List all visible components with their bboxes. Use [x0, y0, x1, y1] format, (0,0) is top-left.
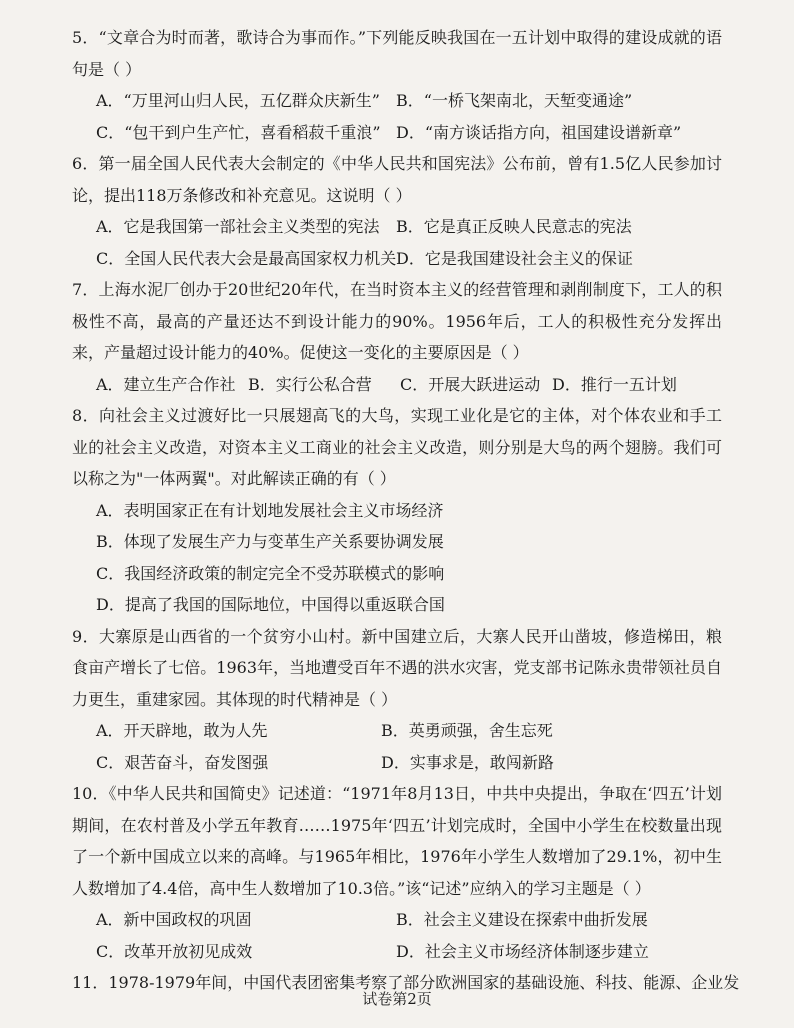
- question-9-stem: 9．大寨原是山西省的一个贫穷小山村。新中国建立后，大寨人民开山凿坡，修造梯田，粮食亩产增长了七倍。1963年，当地遭受百年不遇的洪水灾害，党支部书记陈永贵带领社员自力更生，重建家园。其体现的时代精神是（ ）: [72, 626, 722, 709]
- question-10-options-row-1: [72, 904, 722, 936]
- page-footer: 试卷第2页: [362, 990, 432, 1008]
- question-7-stem: 7．上海水泥厂创办于20世纪20年代，在当时资本主义的经营管理和剥削制度下，工人的积极性不高，最高的产量还达不到设计能力的90%。1956年后，工人的积极性充分发挥出来，产量超过设计能力的40%。促使这一变化的主要原因是（ ）: [72, 280, 722, 362]
- question-5-option-b: B．“一桥飞架南北，天堑变通途”: [396, 91, 633, 110]
- question-6-option-a: A．它是我国第一部社会主义类型的宪法: [96, 217, 380, 236]
- question-9-option-d: D．实事求是，敢闯新路: [381, 752, 554, 772]
- question-6-option-b: B．它是真正反映人民意志的宪法: [396, 217, 632, 236]
- question-10: [72, 778, 722, 967]
- question-list: [72, 22, 740, 999]
- question-6-options-row-1: [72, 211, 722, 243]
- question-10-option-b: B．社会主义建设在探索中曲折发展: [396, 910, 648, 929]
- question-6: [72, 148, 722, 274]
- question-8-option-d: D．提高了我国的国际地位，中国得以重返联合国: [96, 595, 445, 614]
- question-10-option-c: C．改革开放初见成效: [96, 941, 253, 961]
- question-11-stem: 11．1978-1979年间，中国代表团密集考察了部分欧洲国家的基础设施、科技、能源、企业发: [72, 973, 740, 992]
- question-10-stem: 10．《中华人民共和国简史》记述道：“1971年8月13日，中共中央提出，争取在‘四五’计划期间，在农村普及小学五年教育……1975年‘四五’计划完成时，全国中小学生在校数量出现了一个新中国成立以来的高峰。与1965年相比，1976年小学生人数增加了29.1%，初中生人数增加了4.4倍，高中生人数增加了10.3倍。”该“记述”应纳入的学习主题是（ ）: [72, 784, 722, 898]
- question-7-option-c: C．开展大跃进运动: [400, 374, 541, 394]
- question-9: [72, 621, 722, 779]
- question-5-options-row-1: [72, 85, 722, 117]
- question-8-stem: 8．向社会主义过渡好比一只展翅高飞的大鸟，实现工业化是它的主体，对个体农业和手工业的社会主义改造，对资本主义工商业的社会主义改造，则分别是大鸟的两个翅膀。我们可以称之为"一体两翼"。对此解读正确的有（ ）: [72, 406, 722, 488]
- question-9-option-b: B．英勇顽强，舍生忘死: [381, 721, 553, 740]
- question-9-options-row-2: [72, 747, 722, 779]
- question-10-option-a: A．新中国政权的巩固: [96, 910, 252, 929]
- question-5: [72, 22, 722, 148]
- question-7: [72, 274, 722, 400]
- question-5-option-c: C．“包干到户生产忙，喜看稻菽千重浪”: [96, 122, 381, 142]
- question-6-options-row-2: [72, 243, 722, 275]
- question-8-option-c: C．我国经济政策的制定完全不受苏联模式的影响: [96, 563, 445, 583]
- question-8: [72, 400, 722, 621]
- question-7-option-d: D．推行一五计划: [552, 374, 677, 394]
- question-10-option-d: D．社会主义市场经济体制逐步建立: [396, 941, 649, 961]
- question-7-options-row: [72, 369, 722, 401]
- question-5-option-a: A．“万里河山归人民，五亿群众庆新生”: [96, 91, 380, 110]
- question-10-options-row-2: [72, 936, 722, 968]
- question-6-option-d: D．它是我国建设社会主义的保证: [396, 248, 633, 268]
- question-9-options-row-1: [72, 715, 722, 747]
- question-6-stem: 6．第一届全国人民代表大会制定的《中华人民共和国宪法》公布前，曾有1.5亿人民参加讨论，提出118万条修改和补充意见。这说明（ ）: [72, 154, 722, 205]
- question-5-stem: 5．“文章合为时而著，歌诗合为事而作。”下列能反映我国在一五计划中取得的建设成就的语句是（ ）: [72, 28, 722, 79]
- question-8-option-a: A．表明国家正在有计划地发展社会主义市场经济: [96, 500, 444, 520]
- question-8-option-b: B．体现了发展生产力与变革生产关系要协调发展: [96, 532, 444, 551]
- question-7-option-b: B．实行公私合营: [248, 374, 372, 394]
- question-9-option-c: C．艰苦奋斗，奋发图强: [96, 752, 269, 772]
- question-9-option-a: A．开天辟地，敢为人先: [96, 721, 268, 740]
- question-5-options-row-2: [72, 117, 722, 149]
- question-6-option-c: C．全国人民代表大会是最高国家权力机关: [96, 248, 397, 268]
- question-7-option-a: A．建立生产合作社: [96, 374, 236, 394]
- question-5-option-d: D．“南方谈话指方向，祖国建设谱新章”: [396, 122, 682, 142]
